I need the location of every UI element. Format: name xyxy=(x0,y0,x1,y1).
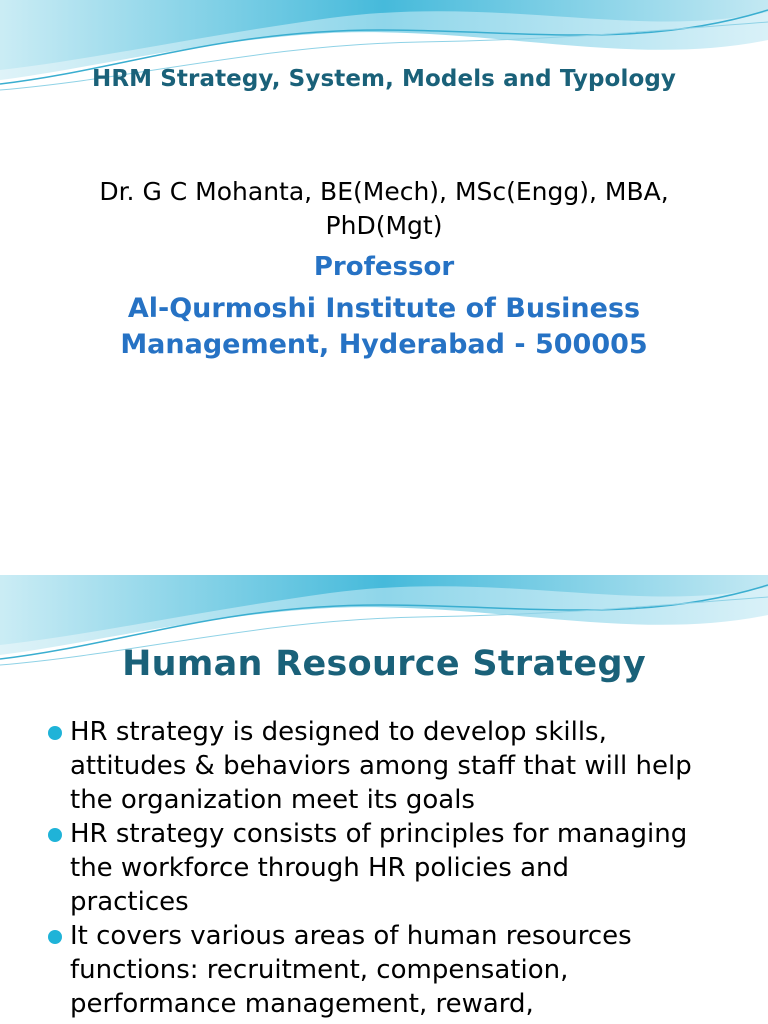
institute-name xyxy=(60,291,708,363)
bullet-item: HR strategy is designed to develop skills, attitudes & behaviors among staff that will help the organization meet its goals xyxy=(46,715,746,817)
presentation-title: HRM Strategy, System, Models and Typology xyxy=(92,66,676,92)
institute-line-1: Al-Qurmoshi Institute of Business xyxy=(127,293,641,324)
author-role: Professor xyxy=(313,252,455,282)
author-line-2: PhD(Mgt) xyxy=(325,211,443,240)
institute-line-2: Management, Hyderabad - 500005 xyxy=(120,329,648,360)
bullet-icon xyxy=(48,828,62,842)
bullet-item: HR strategy consists of principles for managing the workforce through HR policies and practices xyxy=(46,817,746,919)
bullet-icon xyxy=(48,930,62,944)
slide-title: Human Resource Strategy xyxy=(122,644,646,684)
author-line-1: Dr. G C Mohanta, BE(Mech), MSc(Engg), MBA, xyxy=(99,177,669,206)
bullet-item: It covers various areas of human resources functions: recruitment, compensation, performance management, reward, xyxy=(46,919,746,1021)
author-credentials xyxy=(30,175,738,243)
bullet-list xyxy=(46,715,746,1021)
bullet-icon xyxy=(48,726,62,740)
